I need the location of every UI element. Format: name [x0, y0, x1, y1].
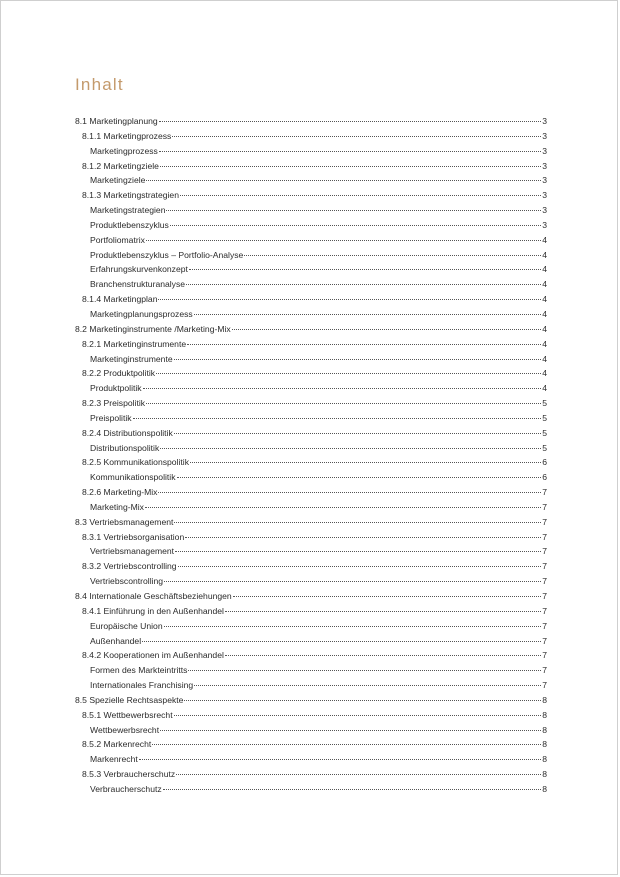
toc-dot-leader: [160, 166, 541, 167]
toc-entry[interactable]: [75, 443, 547, 458]
toc-entry[interactable]: [75, 161, 547, 176]
toc-entry-title: Internationales Franchising: [90, 680, 194, 691]
toc-entry-title: 8.5 Spezielle Rechtsaspekte: [75, 694, 184, 705]
toc-dot-leader: [158, 299, 541, 300]
toc-entry-page-number: 8: [542, 694, 547, 705]
toc-entry-page-number: 7: [542, 665, 547, 676]
toc-dot-leader: [190, 462, 541, 463]
toc-entry-title: Außenhandel: [90, 635, 142, 646]
toc-entry[interactable]: [75, 264, 547, 279]
toc-entry-page-number: 3: [542, 116, 547, 126]
toc-dot-leader: [152, 744, 541, 745]
toc-entry-page-number: 7: [542, 635, 547, 646]
toc-dot-leader: [142, 641, 541, 642]
toc-entry[interactable]: [75, 368, 547, 383]
toc-entry-page-number: 5: [542, 427, 547, 438]
toc-dot-leader: [166, 210, 541, 211]
toc-entry-page-number: 5: [542, 412, 547, 423]
toc-dot-leader: [225, 611, 541, 612]
toc-entry-page-number: 7: [542, 680, 547, 691]
toc-entry[interactable]: [75, 205, 547, 220]
toc-dot-leader: [178, 566, 542, 567]
toc-entry-title: 8.1.1 Marketingprozess: [82, 130, 172, 141]
toc-entry[interactable]: [75, 354, 547, 369]
toc-dot-leader: [159, 151, 541, 152]
toc-dot-leader: [146, 180, 541, 181]
toc-entry-page-number: 7: [542, 546, 547, 557]
toc-entry-page-number: 5: [542, 398, 547, 409]
toc-entry-title: 8.2.6 Marketing-Mix: [82, 487, 158, 498]
toc-entry-page-number: 4: [542, 368, 547, 379]
toc-entry-page-number: 4: [542, 323, 547, 334]
toc-entry[interactable]: [75, 487, 547, 502]
toc-entry-page-number: 3: [542, 130, 547, 141]
toc-dot-leader: [143, 388, 542, 389]
toc-dot-leader: [233, 596, 542, 597]
toc-entry-page-number: 4: [542, 383, 547, 394]
toc-entry-page-number: 3: [542, 160, 547, 171]
toc-entry-page-number: 3: [542, 205, 547, 216]
toc-entry[interactable]: [75, 576, 547, 591]
toc-entry[interactable]: [75, 517, 547, 532]
toc-entry[interactable]: [75, 413, 547, 428]
toc-entry[interactable]: [75, 339, 547, 354]
toc-entry[interactable]: [75, 250, 547, 265]
toc-dot-leader: [174, 433, 541, 434]
toc-entry-title: 8.2 Marketinginstrumente /Marketing-Mix: [75, 323, 231, 334]
toc-entry[interactable]: [75, 636, 547, 651]
toc-dot-leader: [184, 700, 541, 701]
toc-entry-page-number: 3: [542, 190, 547, 201]
toc-entry-page-number: 7: [542, 501, 547, 512]
toc-entry-title: Marketingplanungsprozess: [90, 308, 193, 319]
toc-entry-title: Wettbewerbsrecht: [90, 724, 160, 735]
toc-entry-title: 8.1.4 Marketingplan: [82, 294, 158, 305]
toc-entry-title: 8.5.3 Verbraucherschutz: [82, 769, 176, 780]
toc-entry-title: 8.2.4 Distributionspolitik: [82, 427, 173, 438]
toc-dot-leader: [156, 373, 541, 374]
toc-entry-page-number: 3: [542, 219, 547, 230]
toc-dot-leader: [174, 715, 542, 716]
toc-dot-leader: [163, 789, 542, 790]
toc-entry-title: 8.1 Marketingplanung: [75, 116, 158, 126]
toc-entry[interactable]: [75, 190, 547, 205]
toc-entry-page-number: 7: [542, 576, 547, 587]
toc-dot-leader: [133, 418, 542, 419]
toc-entry-page-number: 8: [542, 739, 547, 750]
toc-entry[interactable]: [75, 546, 547, 561]
toc-entry[interactable]: [75, 561, 547, 576]
toc-dot-leader: [180, 195, 541, 196]
toc-entry-title: Erfahrungskurvenkonzept: [90, 264, 188, 275]
toc-entry-title: Produktlebenszyklus – Portfolio-Analyse: [90, 249, 244, 260]
toc-entry-page-number: 8: [542, 724, 547, 735]
toc-entry[interactable]: [75, 279, 547, 294]
toc-entry[interactable]: [75, 175, 547, 190]
toc-entry-title: 8.5.2 Markenrecht: [82, 739, 152, 750]
toc-entry-title: Branchenstrukturanalyse: [90, 279, 186, 290]
toc-dot-leader: [146, 240, 541, 241]
toc-entry-title: Markenrecht: [90, 754, 138, 765]
toc-entry[interactable]: [75, 309, 547, 324]
toc-entry[interactable]: [75, 383, 547, 398]
toc-dot-leader: [188, 670, 541, 671]
toc-entry-title: 8.2.5 Kommunikationspolitik: [82, 457, 189, 468]
toc-entry[interactable]: [75, 324, 547, 339]
toc-dot-leader: [139, 759, 541, 760]
toc-entry-title: 8.4.1 Einführung in den Außenhandel: [82, 605, 224, 616]
toc-entry-title: Marketingprozess: [90, 145, 158, 156]
toc-entry-page-number: 5: [542, 442, 547, 453]
toc-entry-page-number: 7: [542, 487, 547, 498]
toc-entry-title: Europäische Union: [90, 620, 163, 631]
toc-dot-leader: [244, 255, 541, 256]
toc-entry[interactable]: [75, 116, 547, 131]
toc-entry[interactable]: [75, 754, 547, 769]
toc-dot-leader: [164, 626, 542, 627]
toc-dot-leader: [189, 269, 541, 270]
toc-dot-leader: [164, 581, 541, 582]
toc-entry-page-number: 4: [542, 308, 547, 319]
toc-entry[interactable]: [75, 591, 547, 606]
toc-entry-title: Preispolitik: [90, 412, 132, 423]
toc-dot-leader: [194, 314, 542, 315]
toc-entry-page-number: 7: [542, 531, 547, 542]
toc-entry-title: Vertriebsmanagement: [90, 546, 175, 557]
toc-entry-title: Produktpolitik: [90, 383, 142, 394]
toc-entry[interactable]: [75, 665, 547, 680]
toc-entry-page-number: 8: [542, 783, 547, 794]
toc-entry[interactable]: [75, 131, 547, 146]
toc-dot-leader: [145, 507, 541, 508]
toc-entry-title: 8.3.2 Vertriebscontrolling: [82, 561, 177, 572]
toc-entry[interactable]: [75, 695, 547, 710]
toc-entry[interactable]: [75, 532, 547, 547]
toc-entry[interactable]: [75, 725, 547, 740]
toc-entry-title: Kommunikationspolitik: [90, 472, 176, 483]
toc-dot-leader: [146, 403, 541, 404]
toc-entry-title: Marketing-Mix: [90, 501, 144, 512]
toc-dot-leader: [158, 492, 541, 493]
toc-dot-leader: [174, 359, 542, 360]
toc-entry-page-number: 4: [542, 234, 547, 245]
toc-entry[interactable]: [75, 606, 547, 621]
toc-entry-page-number: 7: [542, 561, 547, 572]
toc-entry-title: Formen des Markteintritts: [90, 665, 188, 676]
toc-entry[interactable]: [75, 398, 547, 413]
toc-entry-page-number: 6: [542, 457, 547, 468]
toc-entry[interactable]: [75, 650, 547, 665]
toc-entry[interactable]: [75, 502, 547, 517]
toc-entry-page-number: 8: [542, 754, 547, 765]
toc-entry[interactable]: [75, 235, 547, 250]
toc-entry-page-number: 3: [542, 145, 547, 156]
toc-entry[interactable]: [75, 472, 547, 487]
toc-entry[interactable]: [75, 220, 547, 235]
toc-entry-page-number: 7: [542, 516, 547, 527]
toc-entry[interactable]: [75, 710, 547, 725]
toc-dot-leader: [170, 225, 541, 226]
toc-entry-title: 8.3.1 Vertriebsorganisation: [82, 531, 185, 542]
toc-entry-page-number: 7: [542, 620, 547, 631]
toc-dot-leader: [176, 774, 541, 775]
toc-entry[interactable]: [75, 146, 547, 161]
toc-entry-title: 8.3 Vertriebsmanagement: [75, 516, 174, 527]
toc-dot-leader: [186, 284, 541, 285]
toc-entry-title: 8.4.2 Kooperationen im Außenhandel: [82, 650, 224, 661]
toc-entry-page-number: 7: [542, 605, 547, 616]
toc-dot-leader: [185, 537, 541, 538]
toc-entry-title: 8.1.3 Marketingstrategien: [82, 190, 179, 201]
toc-entry-page-number: 3: [542, 175, 547, 186]
toc-dot-leader: [174, 522, 541, 523]
toc-entry[interactable]: [75, 769, 547, 784]
toc-entry-page-number: 4: [542, 338, 547, 349]
toc-dot-leader: [172, 136, 541, 137]
toc-entry-page-number: 4: [542, 279, 547, 290]
toc-dot-leader: [232, 329, 542, 330]
toc-entry-title: Portfoliomatrix: [90, 234, 145, 245]
toc-heading: Inhalt: [75, 75, 124, 94]
toc-dot-leader: [187, 344, 541, 345]
toc-entry-page-number: 7: [542, 591, 547, 601]
toc-entry-page-number: 8: [542, 769, 547, 780]
table-of-contents: [75, 116, 547, 799]
toc-dot-leader: [194, 685, 541, 686]
toc-entry-title: Marketingstrategien: [90, 205, 166, 216]
toc-entry-title: 8.1.2 Marketingziele: [82, 160, 159, 171]
toc-entry-title: 8.2.1 Marketinginstrumente: [82, 338, 187, 349]
toc-entry-page-number: 4: [542, 264, 547, 275]
toc-entry-title: Marketinginstrumente: [90, 353, 173, 364]
toc-entry-title: Distributionspolitik: [90, 442, 160, 453]
toc-dot-leader: [177, 477, 542, 478]
toc-entry[interactable]: [75, 680, 547, 695]
toc-entry[interactable]: [75, 457, 547, 472]
toc-entry-title: 8.2.2 Produktpolitik: [82, 368, 156, 379]
toc-dot-leader: [160, 730, 541, 731]
toc-entry-page-number: 4: [542, 353, 547, 364]
toc-dot-leader: [175, 551, 541, 552]
toc-entry-page-number: 4: [542, 249, 547, 260]
toc-entry-title: Verbraucherschutz: [90, 783, 162, 794]
toc-dot-leader: [159, 121, 542, 122]
toc-dot-leader: [225, 655, 541, 656]
toc-entry-page-number: 6: [542, 472, 547, 483]
toc-entry-title: Marketingziele: [90, 175, 146, 186]
toc-entry-page-number: 7: [542, 650, 547, 661]
toc-entry[interactable]: [75, 621, 547, 636]
toc-entry-title: Vertriebscontrolling: [90, 576, 164, 587]
toc-entry-title: 8.2.3 Preispolitik: [82, 398, 146, 409]
toc-entry-title: Produktlebenszyklus: [90, 219, 169, 230]
toc-dot-leader: [160, 448, 541, 449]
toc-entry-title: 8.5.1 Wettbewerbsrecht: [82, 709, 173, 720]
toc-entry-page-number: 4: [542, 294, 547, 305]
toc-entry[interactable]: [75, 784, 547, 799]
toc-entry[interactable]: [75, 428, 547, 443]
toc-entry[interactable]: [75, 739, 547, 754]
toc-entry[interactable]: [75, 294, 547, 309]
toc-entry-page-number: 8: [542, 709, 547, 720]
toc-entry-title: 8.4 Internationale Geschäftsbeziehungen: [75, 591, 232, 601]
